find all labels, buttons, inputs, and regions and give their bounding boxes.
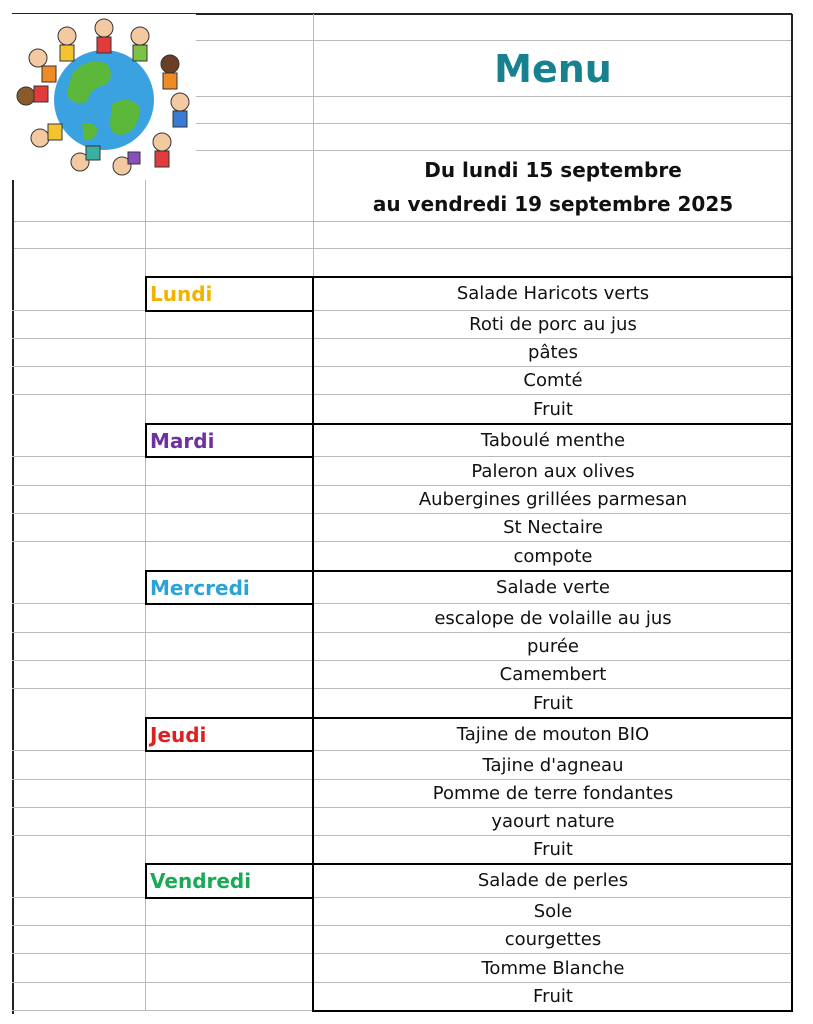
- day-label-jeudi: Jeudi: [150, 723, 207, 747]
- dish-item: courgettes: [504, 929, 602, 950]
- day-label-mercredi: Mercredi: [150, 576, 250, 600]
- grid-line: [12, 221, 792, 222]
- dish-item: Tomme Blanche: [481, 957, 625, 979]
- dish-item: Fruit: [533, 692, 573, 714]
- dish-item: compote: [513, 545, 593, 567]
- dish-item: St Nectaire: [503, 517, 603, 538]
- dish-item: Fruit: [533, 839, 573, 860]
- dish-item: Taboulé menthe: [480, 429, 626, 451]
- dish-item: yaourt nature: [491, 811, 615, 832]
- dish-item: pâtes: [528, 342, 578, 363]
- block-border: [145, 276, 793, 278]
- dish-item: Salade verte: [496, 576, 610, 598]
- block-border: [145, 717, 147, 751]
- dish-item: Fruit: [533, 398, 573, 420]
- dish-item: Tajine de mouton BIO: [456, 723, 650, 745]
- block-border: [145, 423, 793, 425]
- block-border: [145, 310, 314, 312]
- dish-item: Comté: [523, 370, 583, 391]
- dish-item: Salade de perles: [477, 870, 629, 891]
- grid-line: [145, 123, 792, 124]
- dish-item: Paleron aux olives: [471, 460, 635, 482]
- dish-item: Tajine d'agneau: [482, 754, 624, 776]
- block-border: [145, 863, 147, 898]
- grid-line: [145, 150, 792, 151]
- period-line-1: Du lundi 15 septembre: [424, 158, 682, 182]
- block-border: [145, 717, 793, 719]
- day-label-mardi: Mardi: [150, 429, 215, 453]
- dish-item: Sole: [533, 901, 573, 922]
- dish-item: Pomme de terre fondantes: [432, 783, 674, 804]
- block-border: [145, 423, 147, 457]
- day-label-vendredi: Vendredi: [150, 869, 252, 893]
- period-line-2: au vendredi 19 septembre 2025: [372, 192, 734, 216]
- grid-line: [12, 1010, 312, 1011]
- dish-item: Camembert: [499, 664, 607, 685]
- children-around-globe-icon: [12, 14, 196, 180]
- block-border: [145, 570, 147, 604]
- dish-item: Fruit: [533, 986, 573, 1007]
- page-title: Menu: [494, 47, 612, 91]
- dish-item: Roti de porc au jus: [469, 314, 637, 335]
- block-border: [312, 1010, 793, 1012]
- block-border: [145, 276, 147, 311]
- grid-line: [12, 248, 792, 249]
- dish-item: Aubergines grillées parmesan: [418, 489, 688, 510]
- dish-item: purée: [527, 636, 579, 657]
- dish-item: escalope de volaille au jus: [434, 607, 672, 629]
- day-label-lundi: Lundi: [150, 282, 213, 306]
- dish-item: Salade Haricots verts: [456, 283, 650, 304]
- grid-line: [145, 96, 792, 97]
- grid-line: [145, 40, 792, 41]
- block-border: [145, 897, 314, 899]
